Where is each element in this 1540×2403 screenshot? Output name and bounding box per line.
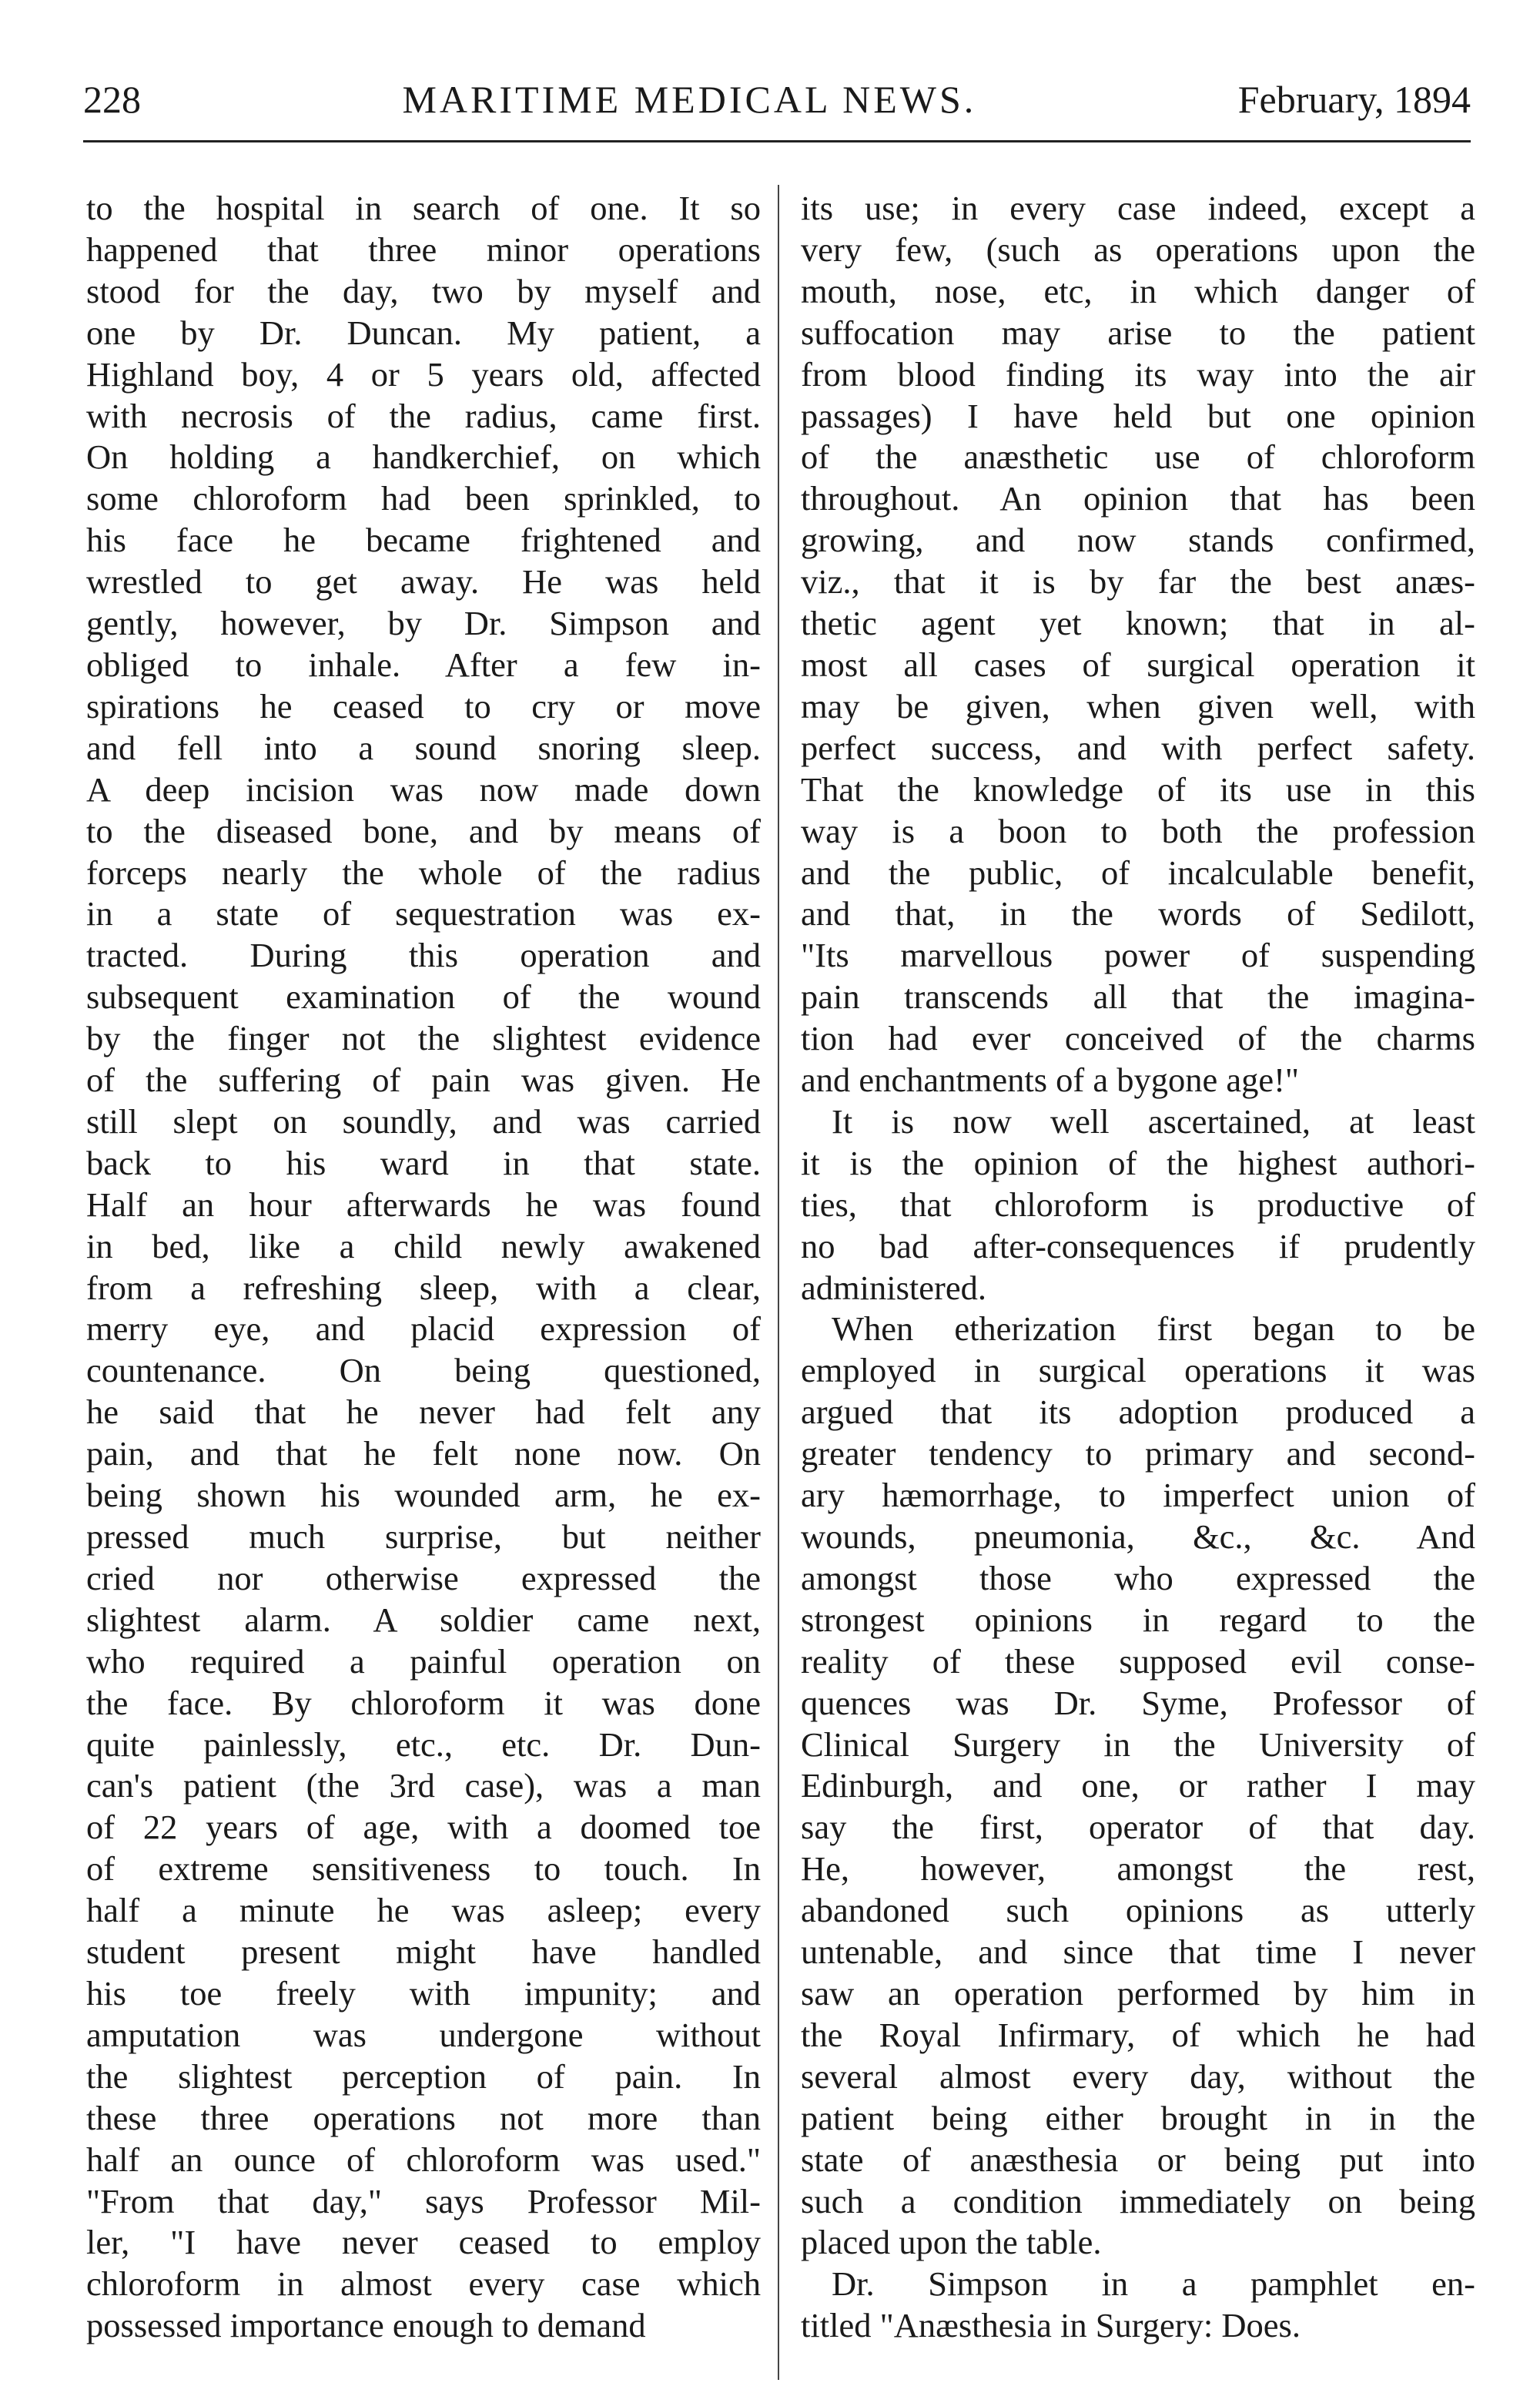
text-line: ary hæmorrhage, to imperfect union of	[801, 1476, 1475, 1515]
text-line: abandoned such opinions as utterly	[801, 1891, 1475, 1930]
text-line: When etherization first began to be	[832, 1309, 1475, 1349]
text-line: still slept on soundly, and was carried	[86, 1101, 761, 1141]
text-line: in bed, like a child newly awakened	[86, 1226, 761, 1265]
text-line: in a state of sequestration was ex-	[86, 894, 761, 933]
text-line: his face he became frightened and	[86, 521, 761, 560]
text-line: Edinburgh, and one, or rather I may	[801, 1766, 1475, 1805]
text-line: subsequent examination of the wound	[86, 977, 761, 1017]
left-column	[86, 188, 761, 2347]
text-line: ties, that chloroform is productive of	[801, 1185, 1475, 1224]
text-line: It is now well ascertained, at least	[832, 1101, 1475, 1141]
text-line: possessed importance enough to demand	[86, 2306, 646, 2345]
text-line: greater tendency to primary and second-	[801, 1434, 1475, 1473]
text-line: from blood finding its way into the air	[801, 354, 1475, 394]
text-line: untenable, and since that time I never	[801, 1932, 1475, 1972]
text-line: perfect success, and with perfect safety.	[801, 728, 1475, 767]
text-line: growing, and now stands confirmed,	[801, 521, 1475, 560]
text-line: quences was Dr. Syme, Professor of	[801, 1683, 1475, 1722]
text-line: back to his ward in that state.	[86, 1143, 761, 1182]
text-line: cried nor otherwise expressed the	[86, 1558, 761, 1597]
text-line: That the knowledge of its use in this	[801, 769, 1475, 809]
text-line: merry eye, and placid expression of	[86, 1309, 761, 1349]
text-line: and the public, of incalculable benefit,	[801, 853, 1475, 892]
issue-date: February, 1894	[1237, 78, 1471, 121]
text-line: no bad after-consequences if prudently	[801, 1226, 1475, 1265]
text-line: quite painlessly, etc., etc. Dr. Dun-	[86, 1724, 761, 1764]
text-line: way is a boon to both the profession	[801, 811, 1475, 850]
text-line: say the first, operator of that day.	[801, 1808, 1475, 1847]
text-line: argued that its adoption produced a	[801, 1393, 1475, 1432]
text-line: and enchantments of a bygone age!"	[801, 1061, 1300, 1100]
text-line: passages) I have held but one opinion	[801, 396, 1475, 435]
column-divider	[778, 185, 779, 2380]
text-line: wrestled to get away. He was held	[86, 562, 761, 602]
text-line: who required a painful operation on	[86, 1641, 761, 1681]
text-line: saw an operation performed by him in	[801, 1973, 1475, 2013]
text-line: state of anæsthesia or being put into	[801, 2140, 1475, 2179]
text-line: Highland boy, 4 or 5 years old, affected	[86, 354, 761, 394]
text-line: pain, and that he felt none now. On	[86, 1434, 761, 1473]
text-line: strongest opinions in regard to the	[801, 1600, 1475, 1639]
text-line: half a minute he was asleep; every	[86, 1891, 761, 1930]
text-line: ler, "I have never ceased to employ	[86, 2223, 761, 2262]
text-line: On holding a handkerchief, on which	[86, 437, 761, 477]
text-line: spirations he ceased to cry or move	[86, 686, 761, 726]
text-line: of the suffering of pain was given. He	[86, 1061, 761, 1100]
text-line: countenance. On being questioned,	[86, 1351, 761, 1390]
text-line: viz., that it is by far the best anæs-	[801, 562, 1475, 602]
text-line: these three operations not more than	[86, 2098, 761, 2137]
text-line: He, however, amongst the rest,	[801, 1849, 1475, 1889]
text-line: wounds, pneumonia, &c., &c. And	[801, 1517, 1475, 1556]
text-line: titled "Anæsthesia in Surgery: Does.	[801, 2306, 1301, 2345]
text-line: can's patient (the 3rd case), was a man	[86, 1766, 761, 1805]
text-line: forceps nearly the whole of the radius	[86, 853, 761, 892]
text-line: "Its marvellous power of suspending	[801, 936, 1475, 975]
text-line: he said that he never had felt any	[86, 1393, 761, 1432]
text-line: being shown his wounded arm, he ex-	[86, 1476, 761, 1515]
page-number: 228	[83, 78, 141, 121]
text-line: from a refreshing sleep, with a clear,	[86, 1268, 761, 1307]
text-line: chloroform in almost every case which	[86, 2264, 761, 2304]
text-line: with necrosis of the radius, came first.	[86, 396, 761, 435]
text-line: reality of these supposed evil conse-	[801, 1641, 1475, 1681]
text-line: one by Dr. Duncan. My patient, a	[86, 313, 761, 352]
text-line: placed upon the table.	[801, 2223, 1102, 2262]
text-line: tion had ever conceived of the charms	[801, 1019, 1475, 1058]
text-line: very few, (such as operations upon the	[801, 230, 1475, 269]
text-line: amputation was undergone without	[86, 2015, 761, 2054]
text-line: mouth, nose, etc, in which danger of	[801, 271, 1475, 310]
text-line: thetic agent yet known; that in al-	[801, 604, 1475, 643]
text-line: administered.	[801, 1268, 986, 1307]
text-line: the slightest perception of pain. In	[86, 2056, 761, 2096]
text-line: stood for the day, two by myself and	[86, 271, 761, 310]
text-line: Dr. Simpson in a pamphlet en-	[832, 2264, 1475, 2304]
text-line: of the anæsthetic use of chloroform	[801, 437, 1475, 477]
text-line: "From that day," says Professor Mil-	[86, 2181, 761, 2220]
text-line: student present might have handled	[86, 1932, 761, 1972]
text-line: A deep incision was now made down	[86, 769, 761, 809]
text-line: most all cases of surgical operation it	[801, 645, 1475, 684]
text-line: Half an hour afterwards he was found	[86, 1185, 761, 1224]
text-line: and fell into a sound snoring sleep.	[86, 728, 761, 767]
text-line: pressed much surprise, but neither	[86, 1517, 761, 1556]
page-header	[83, 77, 1471, 126]
running-title: MARITIME MEDICAL NEWS.	[402, 78, 977, 121]
header-rule	[83, 140, 1471, 142]
text-line: its use; in every case indeed, except a	[801, 189, 1475, 227]
text-line: several almost every day, without the	[801, 2056, 1475, 2096]
right-column	[801, 188, 1475, 2347]
text-line: of 22 years of age, with a doomed toe	[86, 1808, 761, 1847]
text-line: throughout. An opinion that has been	[801, 479, 1475, 518]
text-line: and that, in the words of Sedilott,	[801, 894, 1475, 933]
text-line: tracted. During this operation and	[86, 936, 761, 975]
text-line: it is the opinion of the highest authori-	[801, 1143, 1475, 1182]
text-line: may be given, when given well, with	[801, 686, 1475, 726]
text-line: to the diseased bone, and by means of	[86, 811, 761, 850]
text-line: his toe freely with impunity; and	[86, 1973, 761, 2013]
text-line: gently, however, by Dr. Simpson and	[86, 604, 761, 643]
text-line: suffocation may arise to the patient	[801, 313, 1475, 352]
text-line: pain transcends all that the imagina-	[801, 977, 1475, 1017]
text-line: of extreme sensitiveness to touch. In	[86, 1849, 761, 1889]
text-line: happened that three minor operations	[86, 230, 761, 269]
text-line: slightest alarm. A soldier came next,	[86, 1600, 761, 1639]
text-line: some chloroform had been sprinkled, to	[86, 479, 761, 518]
text-line: such a condition immediately on being	[801, 2181, 1475, 2220]
text-line: obliged to inhale. After a few in-	[86, 645, 761, 684]
text-line: by the finger not the slightest evidence	[86, 1019, 761, 1058]
text-line: Clinical Surgery in the University of	[801, 1724, 1475, 1764]
text-line: amongst those who expressed the	[801, 1558, 1475, 1597]
text-line: the Royal Infirmary, of which he had	[801, 2015, 1475, 2054]
text-line: patient being either brought in in the	[801, 2098, 1475, 2137]
text-line: the face. By chloroform it was done	[86, 1683, 761, 1722]
text-line: employed in surgical operations it was	[801, 1351, 1475, 1390]
text-line: to the hospital in search of one. It so	[86, 189, 761, 227]
text-line: half an ounce of chloroform was used."	[86, 2140, 761, 2179]
